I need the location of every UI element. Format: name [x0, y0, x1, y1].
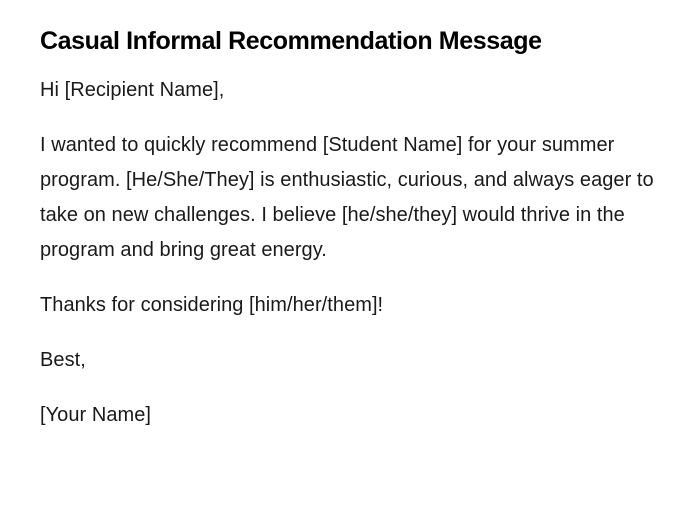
- closing-line: Best,: [40, 349, 86, 371]
- thanks-line: Thanks for considering [him/her/them]!: [40, 294, 384, 316]
- body-paragraph: I wanted to quickly recommend [Student Name] for your summer program. [He/She/They] is enthusiastic, curious, and always eager to take on new challenges. I believe [he/she/they] would thrive in the program and bring great energy.: [40, 134, 654, 261]
- greeting-line: Hi [Recipient Name],: [40, 79, 225, 101]
- document-title: Casual Informal Recommendation Message: [40, 27, 542, 55]
- signature-line: [Your Name]: [40, 404, 151, 426]
